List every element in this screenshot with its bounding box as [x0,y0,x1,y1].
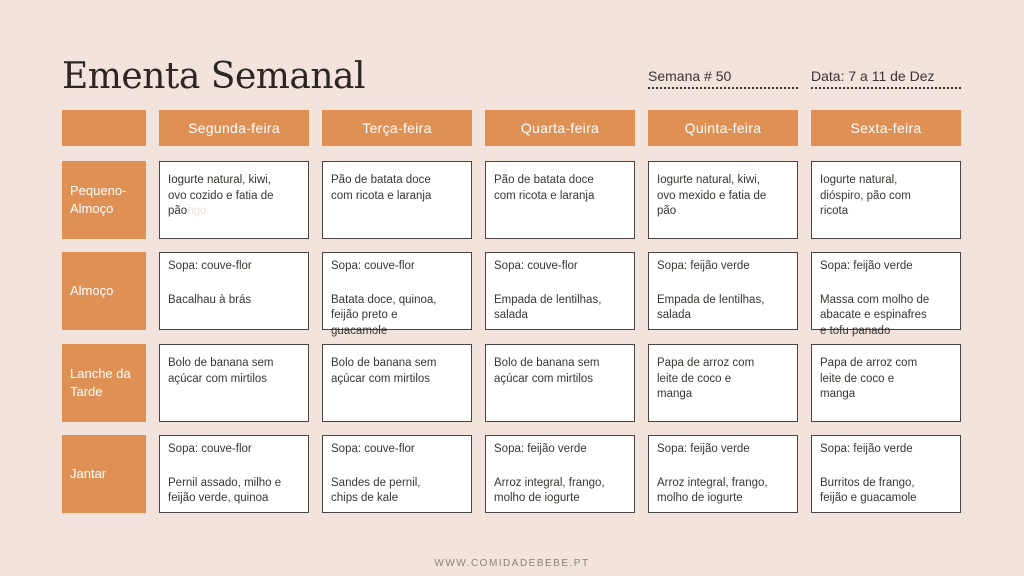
dish-text [494,308,626,324]
dish-line: abacate e espinafres [820,309,927,321]
spacer [331,275,463,293]
menu-cell [159,344,309,422]
dish-text [494,372,626,388]
meal-label-2: Almoço [62,252,146,330]
menu-cell [811,161,961,239]
day-header-3: Quarta-feira [485,110,635,146]
spacer [820,458,952,476]
date-range: Data: 7 a 11 de Dez [811,68,961,89]
dish-line: Papa de arroz com [820,357,918,369]
menu-cell [322,161,472,239]
dish-text [494,491,626,507]
dish-line: feijão e guacamole [820,492,917,504]
dish-text [820,387,952,403]
soup-text: Sopa: couve-flor [168,260,252,272]
dish-text [331,356,463,372]
dish-text [331,324,463,340]
faded-text: ngo [187,205,207,217]
dish-line: com ricota e laranja [494,189,595,202]
soup-text: Sopa: feijão verde [657,443,750,455]
dish-text [657,293,789,309]
dish-text [168,356,300,372]
dish-text [494,293,626,309]
dish-text [331,308,463,324]
day-header-4: Quinta-feira [648,110,798,146]
dish-line: leite de coco e [657,372,732,385]
soup-text: Sopa: feijão verde [657,260,750,272]
dish-text [494,476,626,492]
dish-line: açúcar com mirtilos [168,372,268,385]
dish-text [657,356,789,372]
soup-text: Sopa: feijão verde [494,443,587,455]
menu-cell [648,252,798,330]
dish-text [494,173,626,189]
dish-line: manga [820,388,856,400]
dish-line: ovo cozido e fatia de [168,189,274,202]
meal-label-3: Lanche da Tarde [62,344,146,422]
meal-label-4: Jantar [62,435,146,513]
dish-line: Papa de arroz com [657,357,755,369]
menu-cell [485,435,635,513]
spacer [331,458,463,476]
spacer [657,458,789,476]
dish-line: Pernil assado, milho e [168,476,282,489]
dish-text [820,356,952,372]
menu-cell [811,344,961,422]
dish-line: dióspiro, pão com [820,189,911,202]
dish-text [820,173,952,189]
dish-text [331,173,463,189]
dish-text [168,173,300,189]
dish-line: Arroz integral, frango, [657,476,768,489]
soup-text: Sopa: feijão verde [820,260,913,272]
dish-text [331,476,463,492]
page-title: Ementa Semanal [62,56,366,97]
dish-line: pão [168,205,188,217]
menu-cell [159,435,309,513]
dish-line: manga [657,388,693,400]
dish-line: Batata doce, quinoa, [331,293,437,306]
menu-cell [648,435,798,513]
dish-line: pão [657,205,677,217]
dish-line: com ricota e laranja [331,189,432,202]
dish-line: leite de coco e [820,372,895,385]
dish-line: Iogurte natural, kiwi, [168,174,271,186]
dish-line: Massa com molho de [820,293,930,306]
dish-text [820,308,952,324]
dish-text [820,189,952,205]
dish-line: Bacalhau à brás [168,293,252,306]
dish-line: feijão verde, quinoa [168,492,269,504]
menu-cell [485,252,635,330]
dish-text [168,476,300,492]
dish-line: Pão de batata doce [331,174,431,186]
menu-cell [159,252,309,330]
dish-line: Bolo de banana sem [331,357,437,369]
dish-line: feijão preto e [331,309,398,321]
dish-text [331,491,463,507]
dish-text [657,476,789,492]
spacer [820,275,952,293]
menu-cell [159,161,309,239]
menu-cell [648,344,798,422]
soup-text: Sopa: feijão verde [820,443,913,455]
dish-text [820,372,952,388]
dish-line: guacamole [331,324,388,337]
dish-text [331,293,463,309]
menu-cell [485,161,635,239]
soup-text: Sopa: couve-flor [331,443,415,455]
menu-cell [811,252,961,337]
dish-line: Pão de batata doce [494,174,594,186]
week-number: Semana # 50 [648,68,798,89]
menu-cell [322,435,472,513]
dish-line: salada [657,309,691,321]
dish-text [657,491,789,507]
dish-line: Burritos de frango, [820,476,915,489]
dish-text [168,189,300,205]
dish-text [657,173,789,189]
spacer [494,275,626,293]
dish-line: salada [494,309,528,321]
dish-text [657,308,789,324]
dish-line: ovo mexido e fatia de [657,189,767,202]
spacer [168,458,300,476]
website-footer: WWW.COMIDADEBEBE.PT [434,558,590,569]
menu-cell [322,252,472,337]
menu-cell [485,344,635,422]
menu-cell [322,344,472,422]
dish-line: açúcar com mirtilos [494,372,594,385]
soup-text: Sopa: couve-flor [331,260,415,272]
dish-line: e tofu panado [820,324,891,337]
dish-line: Bolo de banana sem [494,357,600,369]
spacer [657,275,789,293]
day-header-1: Segunda-feira [159,110,309,146]
menu-cell [648,161,798,239]
dish-text [820,204,952,220]
dish-line: molho de iogurte [494,492,580,504]
dish-line: chips de kale [331,492,399,504]
dish-text [820,324,952,340]
spacer [494,458,626,476]
dish-line: Bolo de banana sem [168,357,274,369]
dish-text [657,189,789,205]
soup-text: Sopa: couve-flor [168,443,252,455]
soup-text: Sopa: couve-flor [494,260,578,272]
dish-line: Sandes de pernil, [331,476,421,489]
dish-text [168,204,300,220]
corner-header-cell [62,110,146,146]
dish-text [820,476,952,492]
dish-line: Iogurte natural, [820,174,898,186]
dish-line: Iogurte natural, kiwi, [657,174,760,186]
dish-line: Arroz integral, frango, [494,476,605,489]
dish-text [331,372,463,388]
dish-text [820,491,952,507]
dish-line: molho de iogurte [657,492,743,504]
day-header-5: Sexta-feira [811,110,961,146]
dish-text [494,189,626,205]
dish-text [657,372,789,388]
dish-line: açúcar com mirtilos [331,372,431,385]
dish-text [168,372,300,388]
dish-text [657,387,789,403]
meal-label-1: Pequeno-Almoço [62,161,146,239]
dish-text [494,356,626,372]
dish-text [168,293,300,309]
dish-line: Empada de lentilhas, [657,293,765,306]
day-header-2: Terça-feira [322,110,472,146]
dish-text [331,189,463,205]
dish-line: Empada de lentilhas, [494,293,602,306]
dish-text [820,293,952,309]
dish-line: ricota [820,205,849,217]
dish-text [657,204,789,220]
spacer [168,275,300,293]
menu-cell [811,435,961,513]
dish-text [168,491,300,507]
